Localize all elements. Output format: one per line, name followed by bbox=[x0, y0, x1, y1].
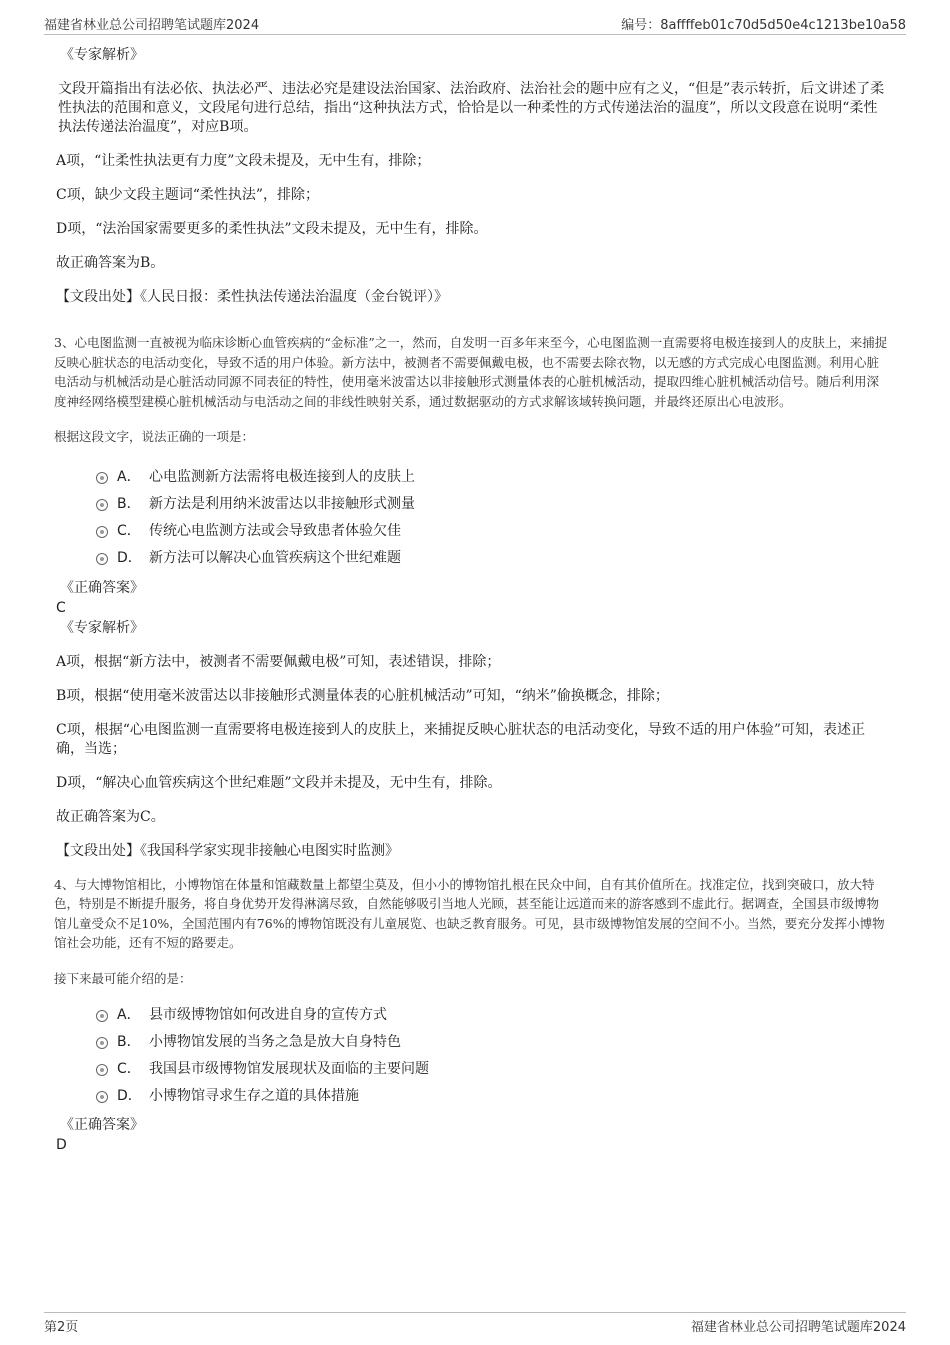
analysis-option-a: A项，根据“新方法中，被测者不需要佩戴电极”可知，表述错误，排除； bbox=[56, 653, 501, 670]
option-c[interactable]: C． 传统心电监测方法或会导致患者体验欠佳 bbox=[96, 517, 890, 544]
page-content bbox=[56, 46, 890, 1155]
option-d[interactable]: D． 小博物馆寻求生存之道的具体措施 bbox=[96, 1081, 890, 1108]
page-number: 第2页 bbox=[44, 1320, 79, 1335]
expert-analysis-label: 《专家解析》 bbox=[60, 619, 144, 636]
question-stem: 3、心电图监测一直被视为临床诊断心血管疾病的“金标准”之一，然而，自发明一百多年来至今，心电图监测一直需要将电极连接到人的皮肤上，来捕捉反映心脏状态的电活动变化，导致不适的用户体验。新方法中，被测者不需要佩戴电极，也不需要去除衣物，以无感的方式完成心电图监测。利用心脏电活动与机械活动是心脏活动同源不同表征的特性，使用毫米波雷达以非接触形式测量体表的心脏机械活动，提取四维心脏机械活动信号。随后利用深度神经网络模型建模心脏机械活动与电活动之间的非线性映射关系，通过数据驱动的方式求解该域转换问题，并最终还原出心电波形。 bbox=[54, 335, 888, 409]
conclusion: 故正确答案为C。 bbox=[56, 808, 165, 825]
source-citation: 【文段出处】《人民日报：柔性执法传递法治温度（金台锐评）》 bbox=[56, 289, 448, 305]
conclusion: 故正确答案为B。 bbox=[56, 255, 165, 271]
analysis-option-d: D项，“解决心血管疾病这个世纪难题”文段并未提及，无中生有，排除。 bbox=[56, 774, 502, 791]
option-a[interactable]: A． 心电监测新方法需将电极连接到人的皮肤上 bbox=[96, 463, 890, 490]
options-list bbox=[56, 463, 890, 571]
radio-icon[interactable] bbox=[96, 526, 108, 538]
correct-answer: D bbox=[56, 1137, 67, 1153]
options-list bbox=[56, 1000, 890, 1108]
analysis-option-c: C项，缺少文段主题词“柔性执法”，排除； bbox=[56, 187, 320, 203]
radio-icon[interactable] bbox=[96, 553, 108, 565]
question-stem: 4、与大博物馆相比，小博物馆在体量和馆藏数量上都望尘莫及，但小小的博物馆扎根在民众中间，自有其价值所在。找准定位，找到突破口，放大特色，特别是不断提升服务，将自身优势开发得淋漓尽致，自然能够吸引当地人光顾，甚至能让远道而来的游客感到不虚此行。据调查，全国县市级博物馆儿童受众不足10%，全国范围内有76%的博物馆既没有儿童展览、也缺乏教育服务。可见，县市级博物馆发展的空间不小。当然，要充分发挥小博物馆社会功能，还有不短的路要走。 bbox=[54, 876, 885, 950]
radio-icon[interactable] bbox=[96, 1091, 108, 1103]
radio-icon[interactable] bbox=[96, 1064, 108, 1076]
option-b[interactable]: B． 小博物馆发展的当务之急是放大自身特色 bbox=[96, 1027, 890, 1054]
page-header bbox=[44, 14, 906, 35]
question-prompt: 接下来最可能介绍的是： bbox=[54, 970, 192, 986]
radio-icon[interactable] bbox=[96, 472, 108, 484]
correct-answer-label: 《正确答案》 bbox=[60, 579, 144, 596]
expert-analysis-label: 《专家解析》 bbox=[60, 47, 144, 63]
analysis-option-c: C项，根据“心电图监测一直需要将电极连接到人的皮肤上，来捕捉反映心脏状态的电活动变化，导致不适的用户体验”可知，表述正确，当选； bbox=[56, 721, 866, 757]
analysis-option-b: B项，根据“使用毫米波雷达以非接触形式测量体表的心脏机械活动”可知，“纳米”偷换概念，排除； bbox=[56, 687, 669, 704]
analysis-option-d: D项，“法治国家需要更多的柔性执法”文段未提及，无中生有，排除。 bbox=[56, 221, 488, 237]
page-footer bbox=[44, 1312, 906, 1336]
radio-icon[interactable] bbox=[96, 499, 108, 511]
option-a[interactable]: A． 县市级博物馆如何改进自身的宣传方式 bbox=[96, 1000, 890, 1027]
correct-answer-label: 《正确答案》 bbox=[60, 1117, 144, 1133]
footer-title: 福建省林业总公司招聘笔试题库2024 bbox=[690, 1320, 906, 1335]
option-c[interactable]: C． 我国县市级博物馆发展现状及面临的主要问题 bbox=[96, 1054, 890, 1081]
source-citation: 【文段出处】《我国科学家实现非接触心电图实时监测》 bbox=[56, 842, 399, 859]
radio-icon[interactable] bbox=[96, 1037, 108, 1049]
header-document-id: 编号：8affffeb01c70d5d50e4c1213be10a58 bbox=[621, 18, 906, 33]
option-d[interactable]: D． 新方法可以解决心血管疾病这个世纪难题 bbox=[96, 544, 890, 571]
analysis-option-a: A项，“让柔性执法更有力度”文段未提及，无中生有，排除； bbox=[56, 153, 431, 169]
radio-icon[interactable] bbox=[96, 1010, 108, 1022]
correct-answer: C bbox=[56, 599, 66, 616]
header-title: 福建省林业总公司招聘笔试题库2024 bbox=[44, 18, 260, 33]
analysis-paragraph: 文段开篇指出有法必依、执法必严、违法必究是建设法治国家、法治政府、法治社会的题中应有之义，“但是”表示转折，后文讲述了柔性执法的范围和意义，文段尾句进行总结，指出“这种执法方式，恰恰是以一种柔性的方式传递法治的温度”，所以文段意在说明“柔性执法传递法治温度”，对应B项。 bbox=[58, 81, 885, 135]
option-b[interactable]: B． 新方法是利用纳米波雷达以非接触形式测量 bbox=[96, 490, 890, 517]
question-prompt: 根据这段文字，说法正确的一项是： bbox=[54, 429, 255, 444]
